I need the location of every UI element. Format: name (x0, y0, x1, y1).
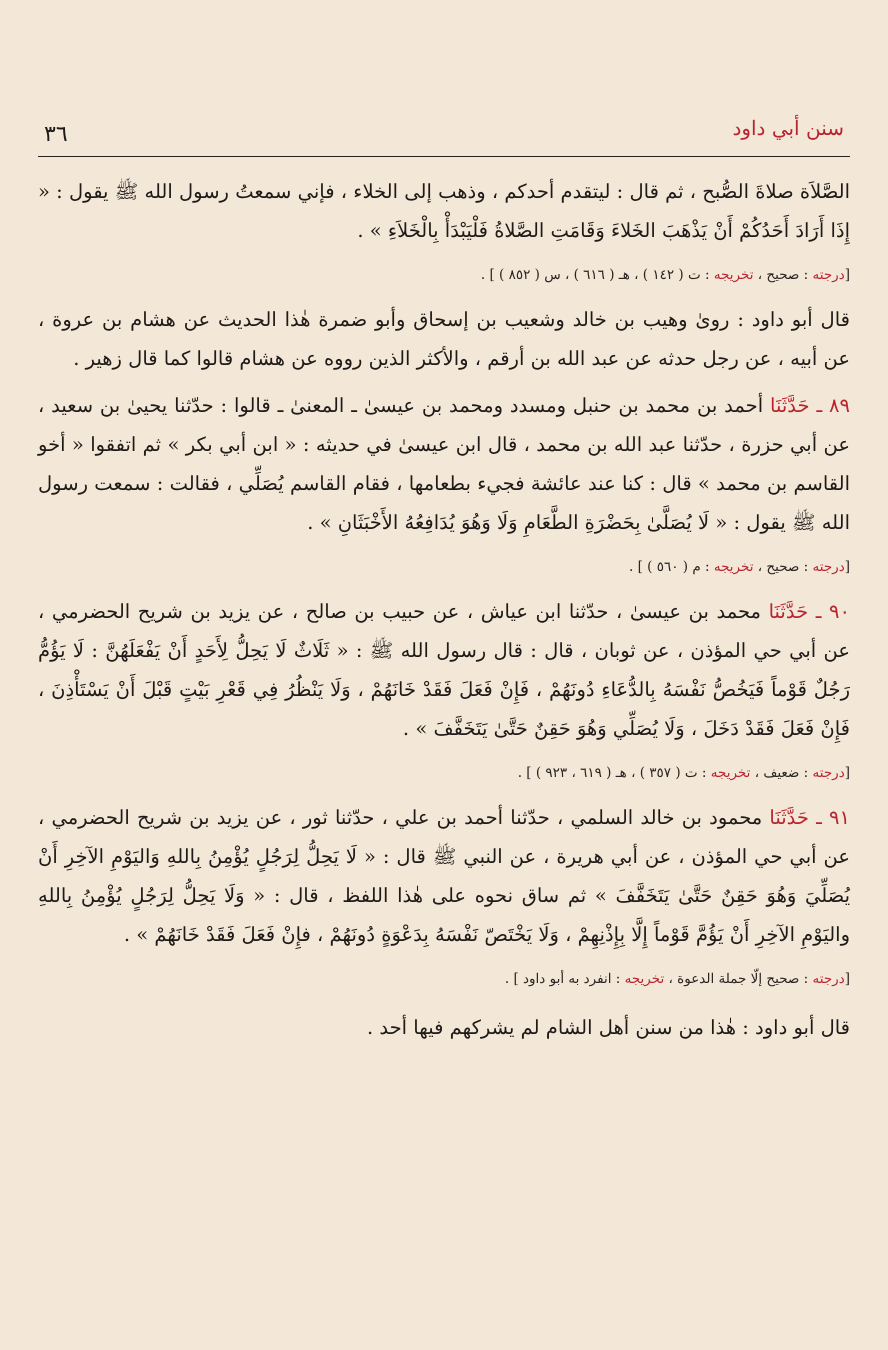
bracket-open: [ (844, 765, 850, 781)
grade-value: : ضعيف ، (750, 765, 813, 781)
hadith-90 (38, 592, 850, 748)
grade-label: درجته (812, 267, 845, 283)
grade-label: درجته (812, 971, 845, 987)
hadith-text: محمد بن عيسىٰ ، حدّثنا ابن عياش ، عن حبيب بن صالح ، عن يزيد بن شريح الحضرمي ، عن أبي حي المؤذن ، عن ثوبان ، قال : قال رسول الله ﷺ : « ثَلَاثٌ لَا يَحِلُّ لِأَحَدٍ أَنْ يَفْعَلَهُنَّ : لَا يَؤُمُّ رَجُلٌ قَوْماً فَيَخُصُّ نَفْسَهُ بِالدُّعَاءِ دُونَهُمْ ، فَإِنْ فَعَلَ فَقَدْ خَانَهُمْ ، وَلَا يَنْظُرُ فِي قَعْرِ بَيْتٍ قَبْلَ أَنْ يَسْتَأْذِنَ ، فَإِنْ فَعَلَ فَقَدْ دَخَلَ ، وَلَا يُصَلِّي وَهُوَ حَقِنٌ حَتَّىٰ يَتَخَفَّفَ » . (38, 600, 850, 740)
paragraph-intro: الصَّلاَة صلاةَ الصُّبح ، ثم قال : ليتقدم أحدكم ، وذهب إلى الخلاء ، فإني سمعتُ رسول الله ﷺ يقول : « إِذَا أَرَادَ أَحَدُكُمْ أَنْ يَذْهَبَ الخَلاءَ وَقَامَتِ الصَّلاةُ فَلْيَبْدَأْ بِالْخَلاَءِ » . (38, 180, 850, 242)
bracket-close: ] . (480, 267, 500, 283)
takhrij-value: : م ( ٥٦٠ ) (647, 559, 714, 575)
grading-note-2 (38, 556, 850, 578)
hadith-91 (38, 798, 850, 954)
takhrij-value: : ت ( ١٤٢ ) ، هـ ( ٦١٦ ) ، س ( ٨٥٢ ) (499, 267, 714, 283)
grading-note-3 (38, 762, 850, 784)
hadith-number: ٨٩ ـ (809, 394, 850, 417)
takhrij-label: تخريجه (710, 765, 751, 781)
hadith-text: أحمد بن محمد بن حنبل ومسدد ومحمد بن عيسىٰ ـ المعنىٰ ـ قالوا : حدّثنا يحيىٰ بن سعيد ، عن أبي حزرة ، حدّثنا عبد الله بن محمد ، قال ابن عيسىٰ في حديثه : « ابن أبي بكر » ثم اتفقوا « أخو القاسم بن محمد » قال : كنا عند عائشة فجيء بطعامها ، فقام القاسم يُصَلِّي ، فقالت : سمعت رسول الله ﷺ يقول : « لَا يُصَلَّىٰ بِحَضْرَةِ الطَّعَامِ وَلَا وَهُوَ يُدَافِعُهُ الأَخْبَثَانِ » . (38, 394, 850, 534)
page-number: ٣٦ (44, 122, 68, 147)
grading-note-1 (38, 264, 850, 286)
hadith-number: ٩١ ـ (808, 806, 850, 829)
page-body (38, 172, 850, 1047)
haddathana-word: حَدَّثَنَا (770, 394, 810, 417)
bracket-open: [ (844, 559, 850, 575)
bracket-close: ] . (517, 765, 536, 781)
paragraph-abu-dawud-note: قال أبو داود : روىٰ وهيب بن خالد وشعيب بن إسحاق وأبو ضمرة هٰذا الحديث عن هشام بن عروة ، عن أبيه ، عن رجل حدثه عن عبد الله بن أرقم ، والأكثر الذين رووه عن هشام قالوا كما قال زهير . (38, 308, 850, 370)
haddathana-word: حَدَّثَنَا (768, 600, 809, 623)
takhrij-label: تخريجه (713, 559, 754, 575)
bracket-close: ] . (504, 971, 524, 987)
takhrij-value: : ت ( ٣٥٧ ) ، هـ ( ٦١٩ ، ٩٢٣ ) (535, 765, 711, 781)
takhrij-value: : انفرد به أبو داود (523, 971, 625, 987)
grade-value: : صحيح ، (753, 267, 813, 283)
hadith-89 (38, 386, 850, 542)
takhrij-label: تخريجه (713, 267, 754, 283)
hadith-text: محمود بن خالد السلمي ، حدّثنا أحمد بن علي ، حدّثنا ثور ، عن يزيد بن شريح الحضرمي ، عن أبي حي المؤذن ، عن أبي هريرة ، عن النبي ﷺ قال : « لَا يَحِلُّ لِرَجُلٍ يُؤْمِنُ بِاللهِ وَاليَوْمِ الآخِرِ أَنْ يُصَلِّيَ وَهُوَ حَقِنٌ حَتَّىٰ يَتَخَفَّفَ » ثم ساق نحوه على هٰذا اللفظ ، قال : « وَلَا يَحِلُّ لِرَجُلٍ يُؤْمِنُ بِاللهِ واليَوْمِ الآخِرِ أَنْ يَؤُمَّ قَوْماً إِلَّا بِإِذْنِهِمْ ، وَلَا يَخْتَصّ نَفْسَهُ بِدَعْوَةٍ دُونَهُمْ ، فإِنْ فَعَلَ فَقَدْ خَانَهُمْ » . (38, 806, 850, 946)
grade-label: درجته (812, 559, 845, 575)
paragraph-final-note: قال أبو داود : هٰذا من سنن أهل الشام لم يشركهم فيها أحد . (366, 1016, 850, 1039)
grade-value: : صحيح إلّا جملة الدعوة ، (664, 971, 813, 987)
bracket-close: ] . (629, 559, 648, 575)
takhrij-label: تخريجه (624, 971, 665, 987)
running-title: سنن أبي داود (732, 116, 844, 140)
grading-note-4 (38, 968, 850, 990)
bracket-open: [ (844, 971, 850, 987)
hadith-number: ٩٠ ـ (808, 600, 850, 623)
page-header (38, 112, 850, 157)
grade-value: : صحيح ، (753, 559, 813, 575)
grade-label: درجته (812, 765, 845, 781)
haddathana-word: حَدَّثَنَا (769, 806, 809, 829)
bracket-open: [ (844, 267, 850, 283)
